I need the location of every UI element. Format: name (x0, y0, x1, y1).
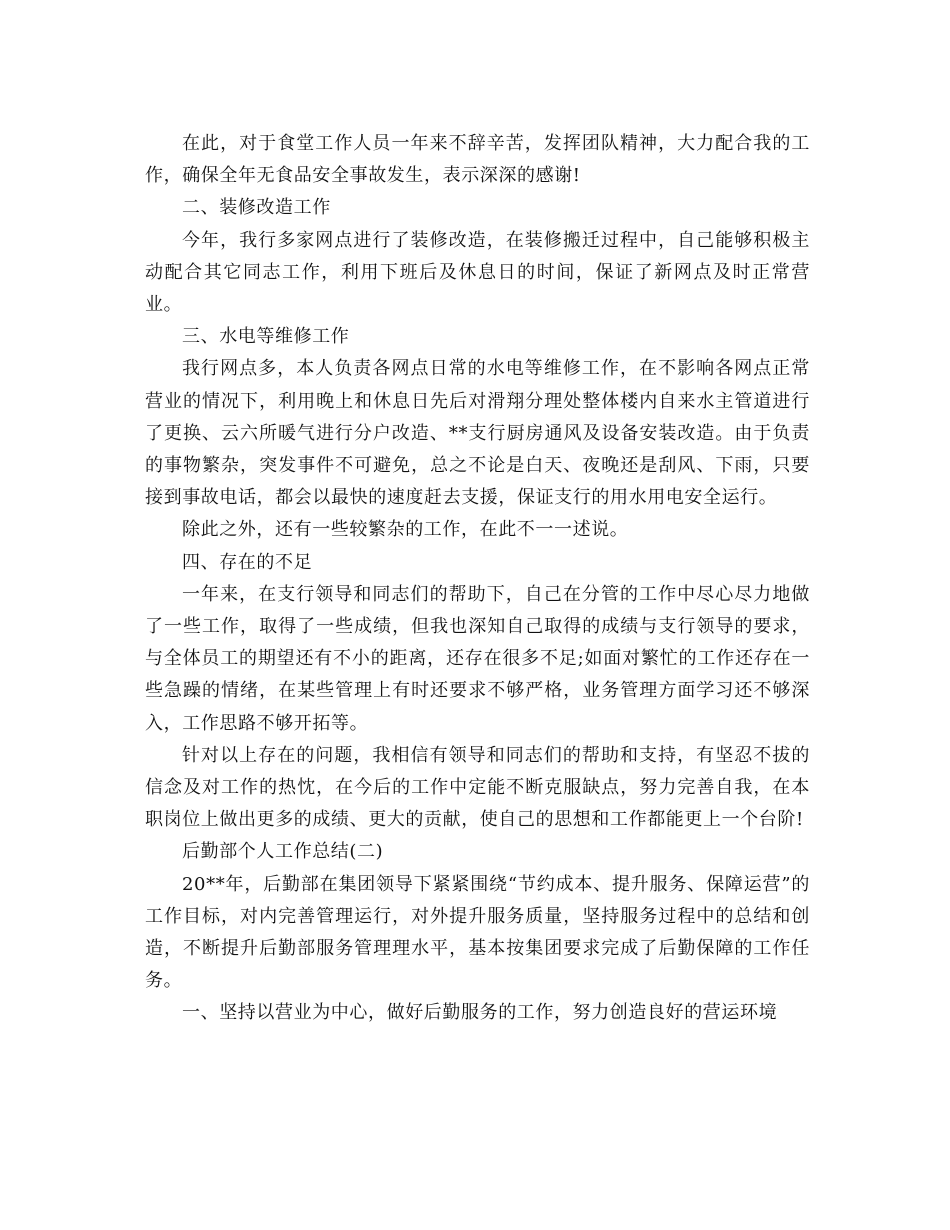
document-body (145, 128, 810, 1030)
paragraph-other-work: 除此之外，还有一些较繁杂的工作，在此不一一述说。 (182, 519, 629, 541)
paragraph-summary-intro: 20**年，后勤部在集团领导下紧紧围绕“节约成本、提升服务、保障运营”的工作目标，对内完善管理运行，对外提升服务质量，坚持服务过程中的总结和创造，不断提升后勤部服务管理理水平，基本按集团要求完成了后勤保障的工作任务。 (145, 873, 810, 992)
heading-maintenance: 三、水电等维修工作 (182, 326, 350, 348)
paragraph-improvement: 针对以上存在的问题，我相信有领导和同志们的帮助和支持，有坚忍不拔的信念及对工作的热忱，在今后的工作中定能不断克服缺点，努力完善自我，在本职岗位上做出更多的成绩、更大的贡献，使自己的思想和工作都能更上一个台阶! (145, 744, 810, 831)
heading-renovation: 二、装修改造工作 (182, 197, 331, 219)
heading-business-center: 一、坚持以营业为中心，做好后勤服务的工作，努力创造良好的营运环境 (182, 1002, 778, 1024)
paragraph-thanks-canteen: 在此，对于食堂工作人员一年来不辞辛苦，发挥团队精神，大力配合我的工作，确保全年无食品安全事故发生，表示深深的感谢! (145, 133, 810, 187)
paragraph-maintenance: 我行网点多，本人负责各网点日常的水电等维修工作，在不影响各网点正常营业的情况下，利用晚上和休息日先后对滑翔分理处整体楼内自来水主管道进行了更换、云六所暖气进行分户改造、**支行厨房通风及设备安装改造。由于负责的事物繁杂，突发事件不可避免，总之不论是白天、夜晚还是刮风、下雨，只要接到事故电话，都会以最快的速度赶去支援，保证支行的用水用电安全运行。 (145, 358, 810, 509)
paragraph-renovation: 今年，我行多家网点进行了装修改造，在装修搬迁过程中，自己能够积极主动配合其它同志工作，利用下班后及休息日的时间，保证了新网点及时正常营业。 (145, 229, 810, 316)
heading-shortcomings: 四、存在的不足 (182, 551, 313, 573)
paragraph-shortcomings: 一年来，在支行领导和同志们的帮助下，自己在分管的工作中尽心尽力地做了一些工作，取得了一些成绩，但我也深知自己取得的成绩与支行领导的要求，与全体员工的期望还有不小的距离，还存在很多不足;如面对繁忙的工作还存在一些急躁的情绪，在某些管理上有时还要求不够严格，业务管理方面学习还不够深入，工作思路不够开拓等。 (145, 583, 810, 734)
heading-summary-two: 后勤部个人工作总结(二) (182, 841, 384, 863)
